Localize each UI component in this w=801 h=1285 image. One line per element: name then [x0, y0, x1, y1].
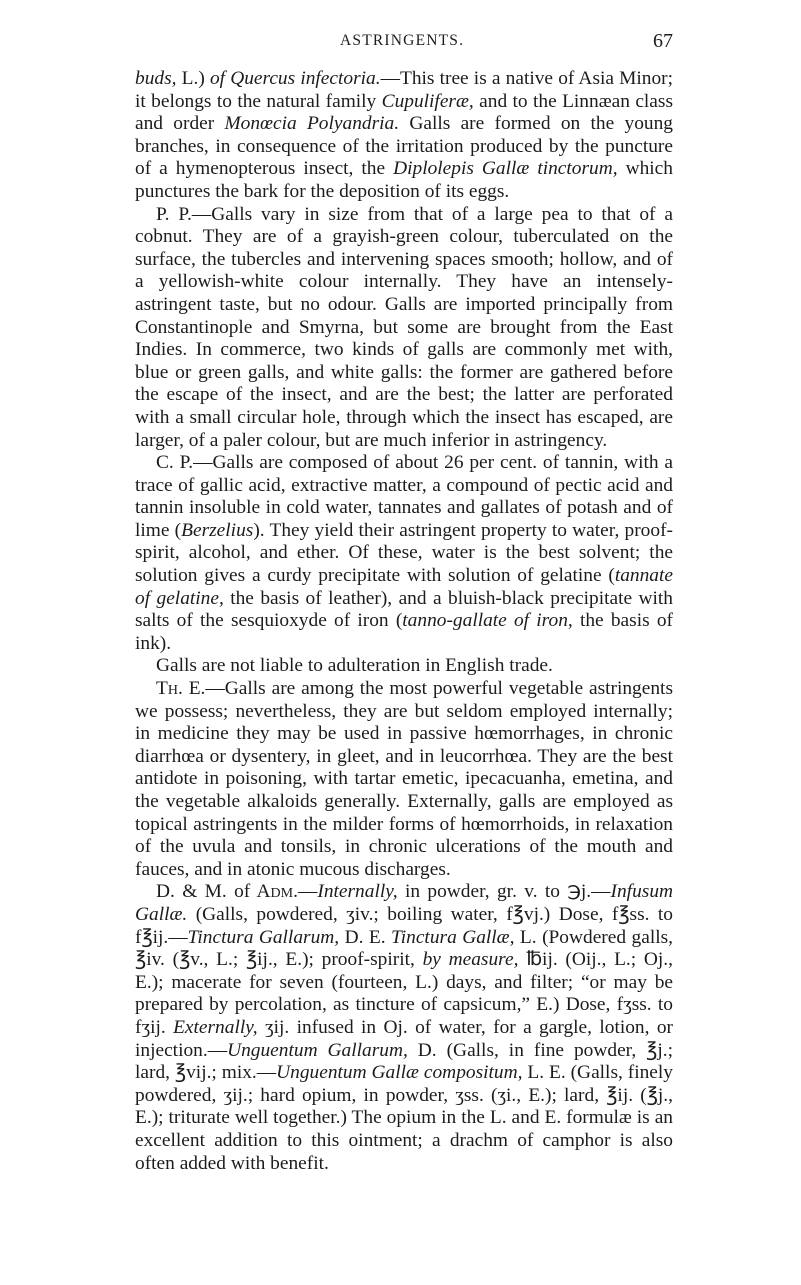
italic-run: Infusum Gallæ.	[135, 881, 674, 925]
italic-run: Tinctura Gallarum,	[187, 926, 340, 948]
italic-run: Diplolepis Gallæ tinctorum,	[393, 158, 618, 180]
paragraph-therapeutic-effects	[135, 678, 673, 881]
body-text	[135, 68, 673, 1175]
text-run: Galls are formed on the young branches, in consequence of the irritation produced by the puncture of a hymenopterous insect, the	[135, 113, 673, 180]
text-run: the basis of ink).	[135, 610, 673, 654]
page-number: 67	[653, 30, 673, 52]
italic-run: tanno-gallate of iron,	[402, 610, 573, 632]
text-run: ℔ij. (Oij., L.; Oj., E.); macerate for seven (fourteen, L.) days, and filter; “or may be prepared by percolation, as tincture of capsicum,” E.) Dose, fʒss. to fʒij.	[135, 949, 674, 1038]
text-run: C. P.—Galls are composed of about 26 per cent. of tannin, with a trace of gallic acid, extractive matter, a compound of pectic acid and tannin insoluble in cold water, tannates and gallates of potash and of lime (	[135, 452, 673, 541]
italic-run: by measure,	[422, 949, 519, 971]
paragraph-quercus-description	[135, 68, 673, 204]
paragraph-chemical-properties	[135, 452, 673, 655]
paragraph-physical-properties	[135, 204, 673, 453]
text-run: dm	[270, 881, 294, 903]
italic-run: Unguentum Gallarum,	[227, 1039, 408, 1061]
running-head	[135, 32, 673, 56]
italic-run: Externally,	[173, 1016, 258, 1038]
text-run: D. & M. of A	[156, 881, 271, 903]
text-run: L. (Powdered galls, ℥iv. (℥v., L.; ℥ij., E.); proof-spirit,	[135, 926, 673, 971]
text-run: P. P.—Galls vary in size from that of a large pea to that of a cobnut. They are of a grayish-green colour, tuberculated on the surface, the tubercles and intervening spaces smooth; hollow, and of a yellowish-white colour internally. They have an intensely-astringent taste, but no odour. Galls are imported principally from Constantinople and Smyrna, but some are brought from the East Indies. In commerce, two kinds of galls are commonly met with, blue or green galls, and white galls: the former are gathered before the escape of the insect, and are the best; the latter are perforated with a small circular hole, through which the insect has escaped, are larger, of a paler colour, but are much inferior in astringency.	[135, 203, 673, 451]
italic-run: Cupuliferæ,	[381, 90, 474, 112]
paragraph-doses-administration	[135, 881, 673, 1175]
text-run: (Galls, powdered, ʒiv.; boiling water, f℥vj.) Dose, f℥ss. to f℥ij.—	[135, 903, 673, 948]
text-run: which punctures the bark for the deposition of its eggs.	[135, 158, 673, 202]
text-run: .—	[293, 881, 318, 903]
italic-run: Internally,	[317, 881, 398, 903]
italic-run: Tinctura Gallæ,	[391, 926, 515, 948]
text-run: T	[156, 678, 168, 700]
running-title: ASTRINGENTS.	[340, 32, 465, 49]
text-run: D. (Galls, in fine powder, ℥j.; lard, ℥vij.; mix.—	[135, 1039, 673, 1084]
text-run: L.)	[176, 68, 210, 89]
text-run: Galls are not liable to adulteration in English trade.	[156, 655, 553, 677]
text-run: ʒij. infused in Oj. of water, for a gargle, lotion, or injection.—	[135, 1016, 673, 1061]
text-run: in powder, gr. v. to ℈j.—	[397, 881, 611, 903]
text-run: L. E. (Galls, finely powdered, ʒij.; hard opium, in powder, ʒss. (ʒi., E.); lard, ℥ij. (℥j., E.); triturate well together.) The opium in the L. and E. formulæ is an excellent addition to this ointment; a drachm of camphor is also often added with benefit.	[135, 1062, 673, 1174]
italic-run: Berzelius	[181, 519, 254, 541]
text-run: and to the Linnæan class and order	[135, 90, 674, 135]
text-run: the basis of leather), and a bluish-black precipitate with salts of the sesquioxyde of iron (	[135, 587, 673, 632]
italic-run: Monœcia Polyandria.	[224, 113, 400, 135]
italic-run: buds,	[135, 68, 177, 89]
italic-run: Unguentum Gallæ compositum,	[276, 1062, 523, 1084]
italic-run: tannate of gelatine,	[135, 565, 673, 609]
text-run: h	[167, 678, 178, 700]
text-run: —This tree is a native of Asia Minor; it belongs to the natural family	[135, 68, 673, 112]
paragraph-adulteration	[135, 655, 673, 678]
italic-run: of Quercus infectoria.	[209, 68, 381, 89]
text-run: ). They yield their astringent property to water, proof-spirit, alcohol, and ether. Of these, water is the best solvent; the solution gives a curdy precipitate with solution of gelatine (	[135, 519, 673, 587]
text-run: . E.—Galls are among the most powerful vegetable astringents we possess; nevertheless, they are but seldom employed internally; in medicine they may be used in passive hœmorrhages, in chronic diarrhœa or dysentery, in gleet, and in leucorrhœa. They are the best antidote in poisoning, with tartar emetic, ipecacuanha, emetina, and the vegetable alkaloids generally. Externally, galls are employed as topical astringents in the milder forms of hœmorrhoids, in relaxation of the uvula and tonsils, in chronic ulcerations of the mouth and fauces, and in atonic mucous discharges.	[135, 678, 673, 880]
text-run: D. E.	[339, 926, 392, 948]
